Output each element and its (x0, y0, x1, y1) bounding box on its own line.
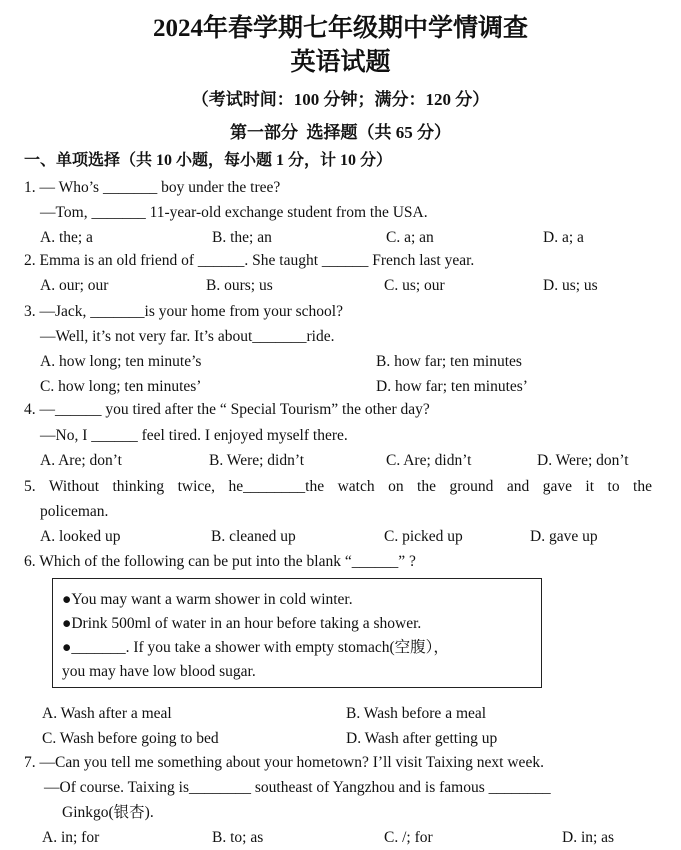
q6-option-c: C. Wash before going to bed (42, 730, 219, 747)
q4-option-d: D. Were; don’t (537, 452, 629, 469)
q5-option-c: C. picked up (384, 528, 463, 545)
q6-option-b: B. Wash before a meal (346, 705, 487, 722)
q3-stem: 3. —Jack, _______is your home from your school? (24, 303, 343, 320)
q5-option-d: D. gave up (530, 528, 598, 545)
q7-option-d: D. in; as (562, 829, 615, 846)
q1-option-c: C. a; an (386, 229, 434, 246)
q2-option-a: A. our; our (40, 277, 109, 294)
q1-option-b: B. the; an (212, 229, 272, 246)
q6-option-a: A. Wash after a meal (42, 705, 172, 722)
q7-stem-reply: —Of course. Taixing is________ southeast of Yangzhou and is famous ________ (44, 779, 551, 796)
q7-stem-cont: Ginkgo(银杏). (62, 804, 154, 821)
q7-option-c: C. /; for (384, 829, 433, 846)
q1-option-d: D. a; a (543, 229, 584, 246)
q1-stem: 1. — Who’s _______ boy under the tree? (24, 179, 281, 196)
q2-option-c: C. us; our (384, 277, 445, 294)
q2-stem: 2. Emma is an old friend of ______. She taught ______ French last year. (24, 252, 475, 269)
q2-option-d: D. us; us (543, 277, 598, 294)
section-title: 一、单项选择（共 10 小题，每小题 1 分，计 10 分） (24, 152, 393, 169)
q5-option-b: B. cleaned up (211, 528, 296, 545)
q6-box-line-1: ●You may want a warm shower in cold winter. (62, 591, 353, 608)
q6-box-line-4: you may have low blood sugar. (62, 663, 256, 680)
part-title: 第一部分 选择题（共 65 分） (230, 123, 451, 142)
q1-option-a: A. the; a (40, 229, 93, 246)
q3-option-d: D. how far; ten minutes’ (376, 378, 528, 395)
q2-option-b: B. ours; us (206, 277, 273, 294)
exam-title: 2024年春学期七年级期中学情调查 (152, 15, 528, 42)
q4-stem-reply: —No, I ______ feel tired. I enjoyed myself there. (40, 427, 348, 444)
q3-option-c: C. how long; ten minutes’ (40, 378, 202, 395)
q4-option-a: A. Are; don’t (40, 452, 122, 469)
q4-option-b: B. Were; didn’t (209, 452, 305, 469)
q5-stem-cont: policeman. (40, 503, 109, 520)
q5-option-a: A. looked up (40, 528, 121, 545)
exam-subtitle: 英语试题 (290, 49, 391, 76)
q4-option-c: C. Are; didn’t (386, 452, 472, 469)
q1-stem-reply: —Tom, _______ 11-year-old exchange student from the USA. (40, 204, 428, 221)
q3-option-b: B. how far; ten minutes (376, 353, 522, 370)
q4-stem: 4. —______ you tired after the “ Special Tourism” the other day? (24, 401, 430, 418)
q6-box-line-2: ●Drink 500ml of water in an hour before taking a shower. (62, 615, 422, 632)
q6-option-d: D. Wash after getting up (346, 730, 498, 747)
q7-option-b: B. to; as (212, 829, 264, 846)
q7-option-a: A. in; for (42, 829, 100, 846)
q6-box-line-3: ●_______. If you take a shower with empty stomach(空腹）， (62, 639, 449, 656)
q3-stem-reply: —Well, it’s not very far. It’s about_______ride. (40, 328, 335, 345)
q6-stem: 6. Which of the following can be put into the blank “______” ? (24, 553, 416, 570)
q5-stem: 5. Without thinking twice, he________the watch on the ground and gave it to the (24, 478, 652, 495)
exam-info: （考试时间：100 分钟；满分：120 分） (191, 90, 490, 109)
q3-option-a: A. how long; ten minute’s (40, 353, 202, 370)
q7-stem: 7. —Can you tell me something about your hometown? I’ll visit Taixing next week. (24, 754, 544, 771)
